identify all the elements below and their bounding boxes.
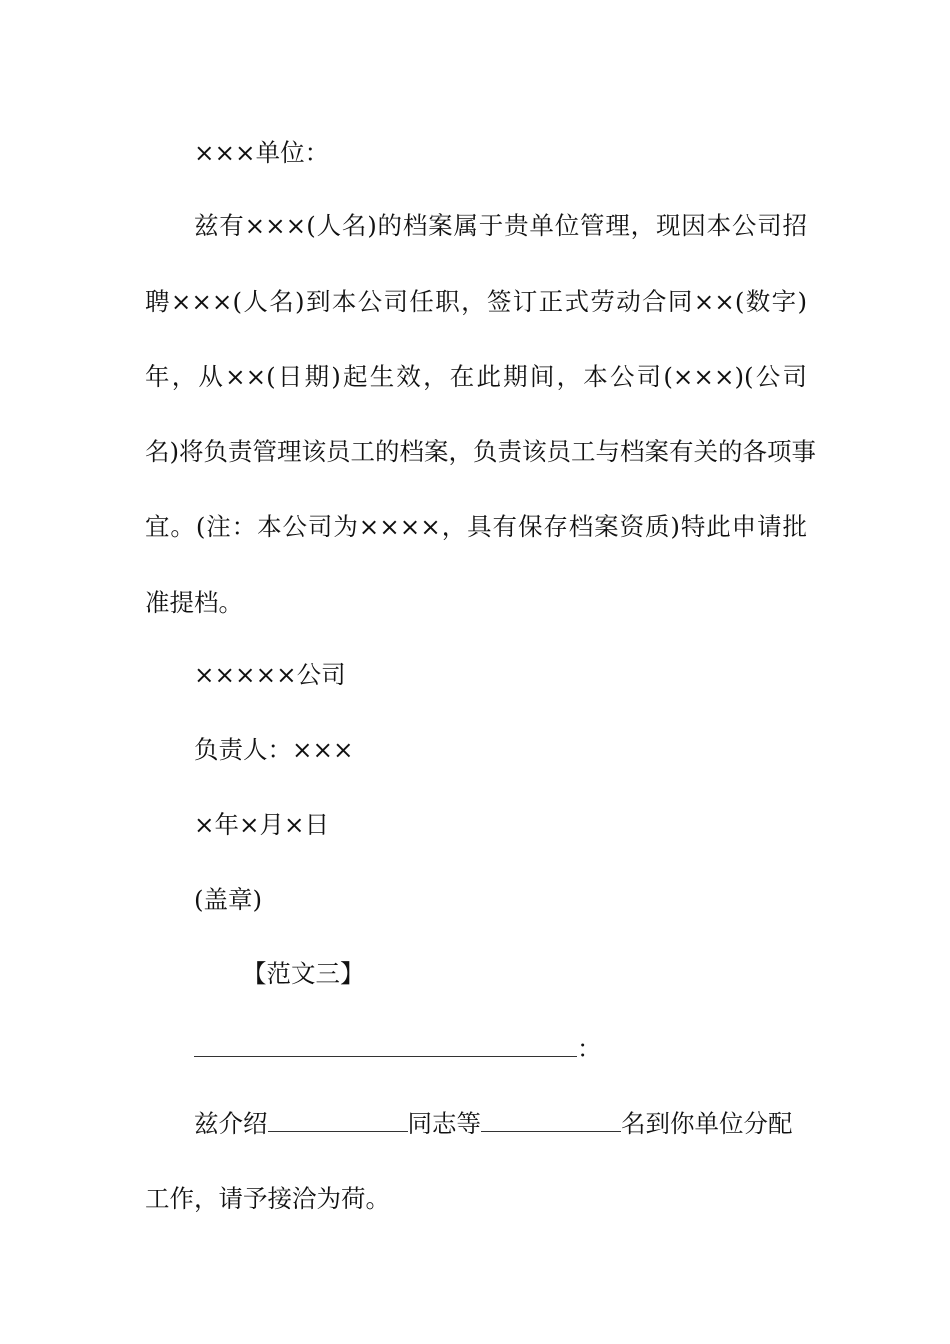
intro-part-1: 兹介绍 [194, 1109, 268, 1138]
blank-salutation-colon: ： [577, 1034, 602, 1063]
body-line-2: 聘×××(人名)到本公司任职，签订正式劳动合同××(数字) [145, 287, 807, 316]
blank-person-field [268, 1109, 408, 1132]
body-line-5: 宜。(注：本公司为××××，具有保存档案资质)特此申请批 [145, 512, 807, 541]
date-line: ×年×月×日 [194, 810, 330, 839]
company-name: ×××××公司 [194, 660, 346, 689]
intro-part-2: 同志等 [407, 1109, 481, 1138]
intro-line-1 [194, 1108, 807, 1140]
intro-part-3: 名到你单位分配 [621, 1109, 793, 1138]
blank-recipient-field [194, 1034, 577, 1057]
section-title: 【范文三】 [242, 959, 365, 988]
intro-line-2: 工作，请予接洽为荷。 [145, 1184, 390, 1213]
responsible-person: 负责人：××× [194, 735, 354, 764]
blank-count-field [481, 1109, 621, 1132]
body-line-3: 年，从××(日期)起生效，在此期间，本公司(×××)(公司 [145, 362, 807, 391]
body-line-4: 名)将负责管理该员工的档案，负责该员工与档案有关的各项事 [145, 437, 817, 466]
blank-salutation [194, 1033, 856, 1065]
body-line-6: 准提档。 [145, 588, 243, 617]
seal-note: (盖章) [194, 885, 263, 914]
body-line-1: 兹有×××(人名)的档案属于贵单位管理，现因本公司招 [194, 211, 807, 240]
salutation: ×××单位： [194, 138, 330, 167]
